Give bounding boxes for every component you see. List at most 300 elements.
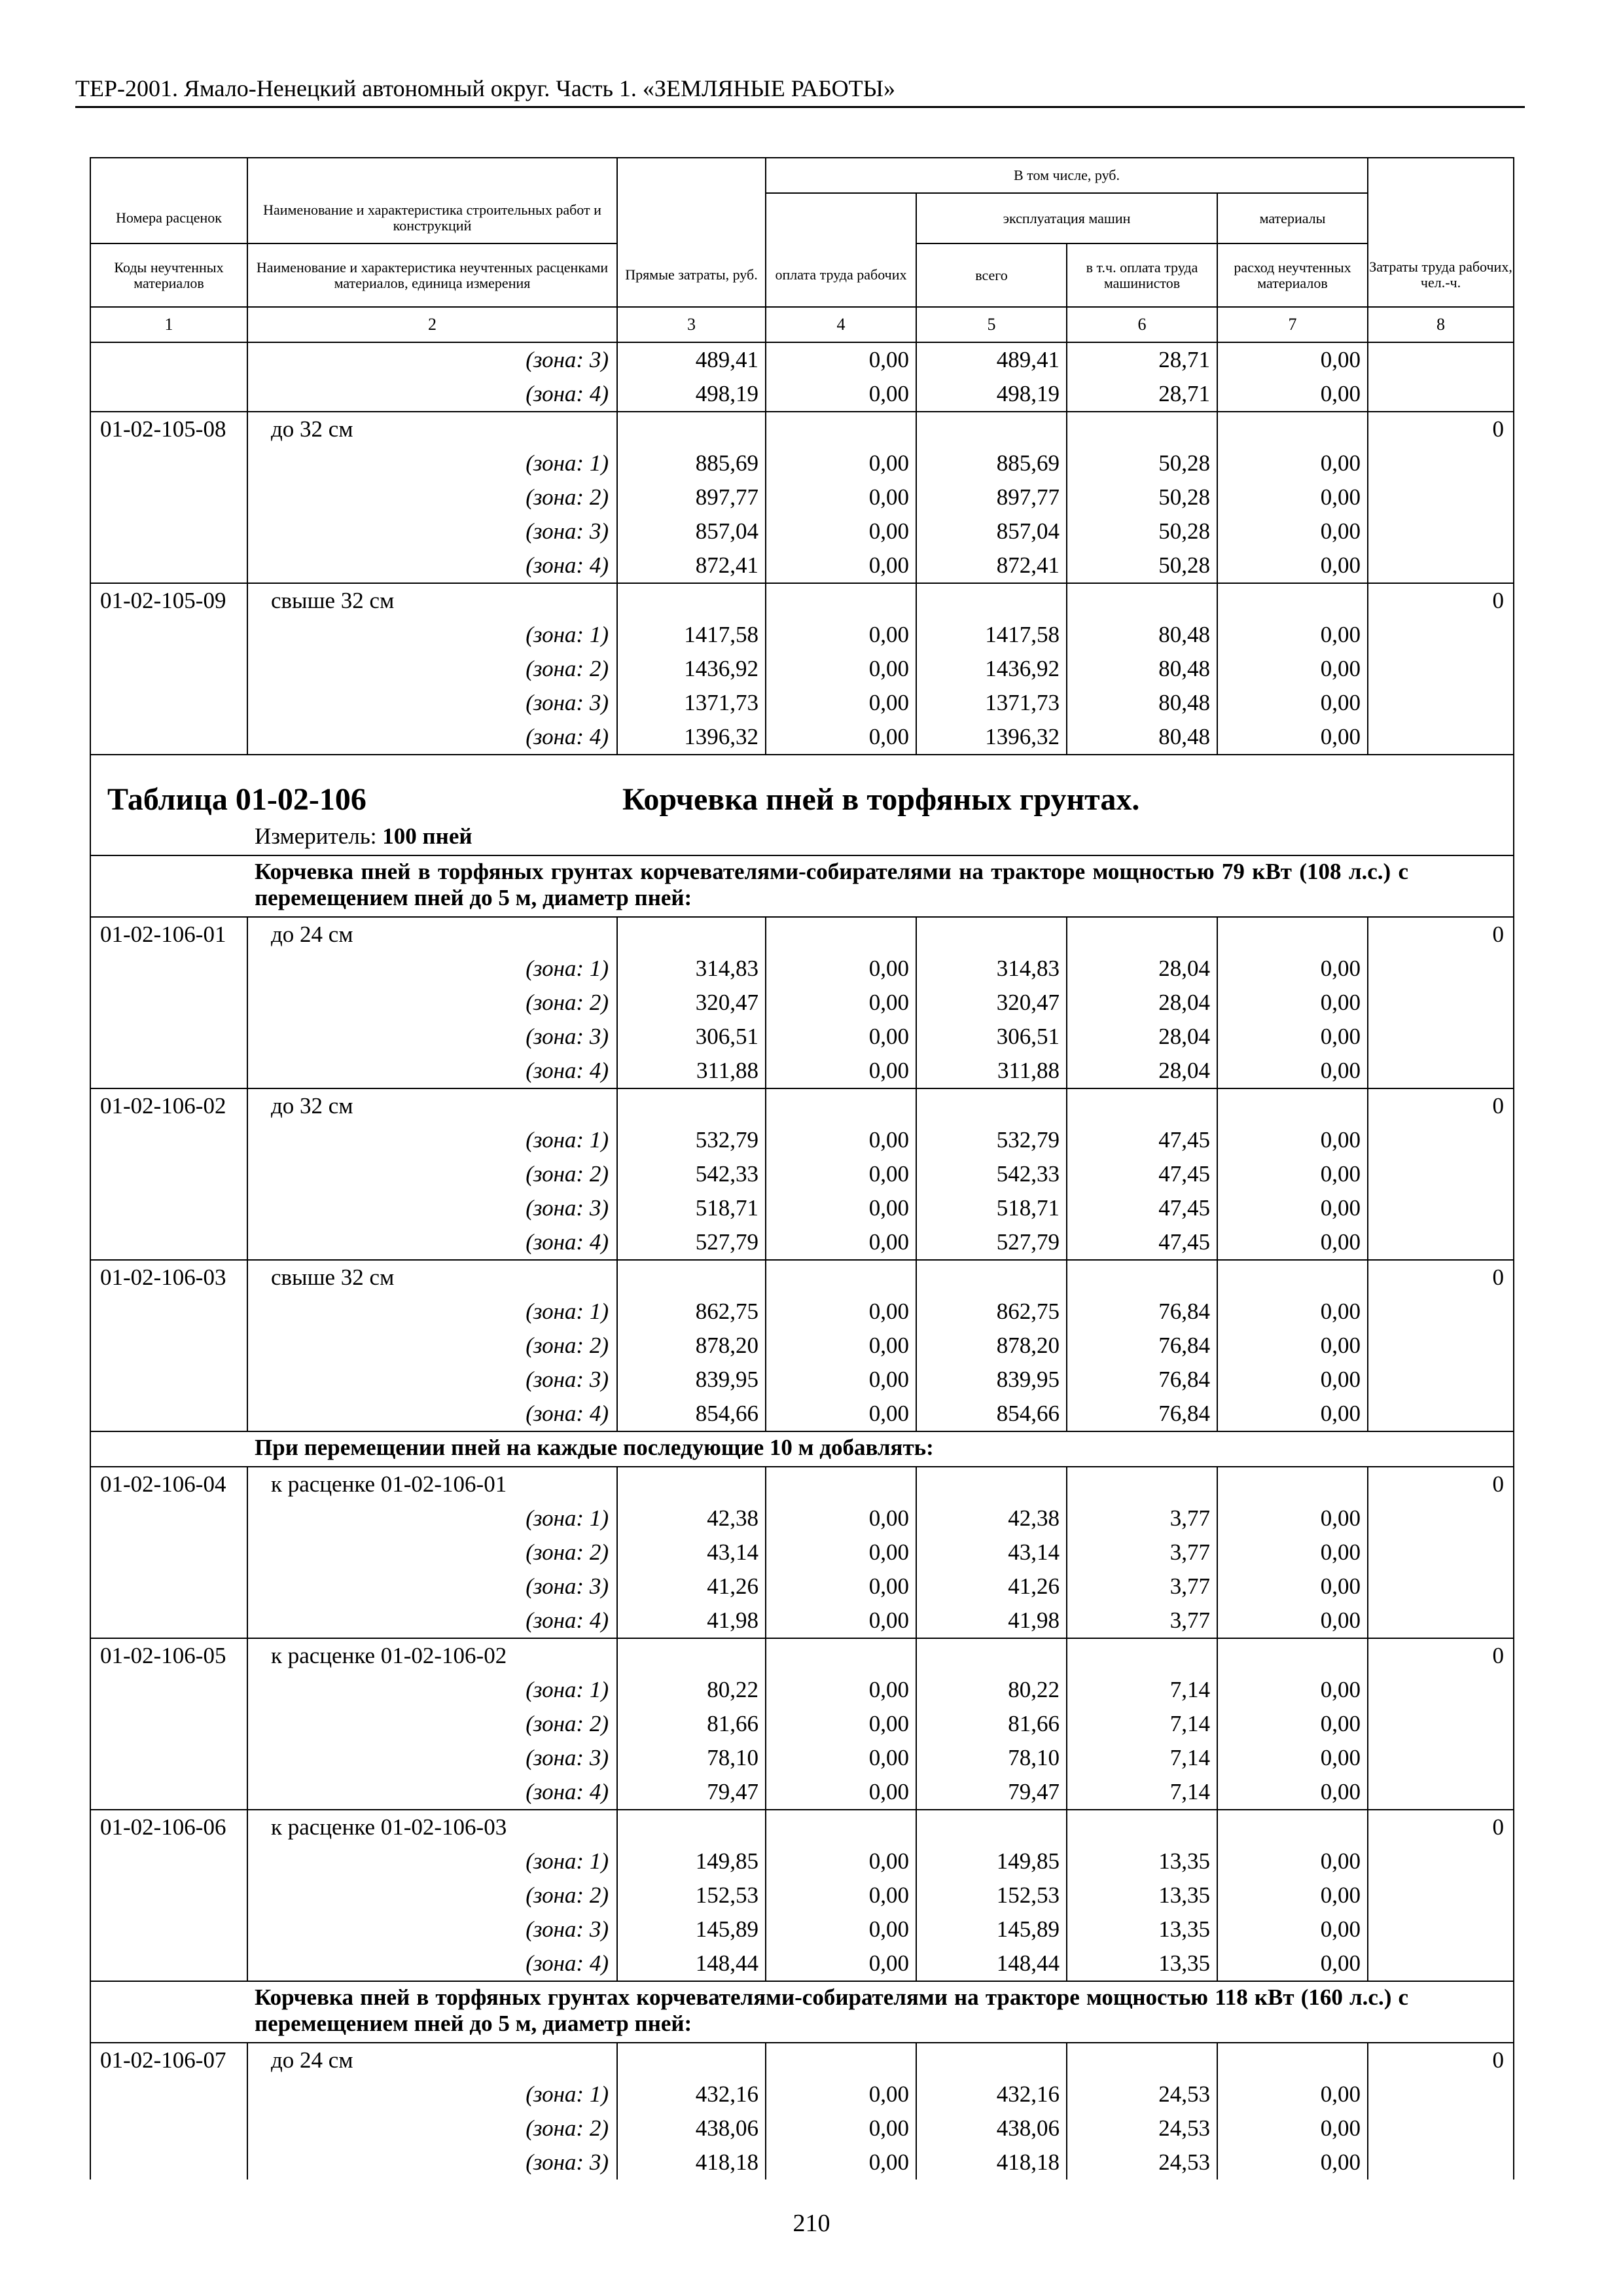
materials-cost: 0,00 [1217, 1295, 1368, 1329]
zone-label: (зона: 1) [247, 952, 617, 986]
empty-cell [90, 1535, 247, 1570]
materials-cost: 0,00 [1217, 2077, 1368, 2111]
empty-cell [90, 1673, 247, 1707]
empty-cell [1368, 1329, 1514, 1363]
column-number: 4 [766, 307, 916, 342]
empty-cell [1217, 1810, 1368, 1844]
materials-cost: 0,00 [1217, 342, 1368, 377]
direct-cost: 857,04 [617, 514, 766, 548]
machines-cost: 78,10 [916, 1741, 1067, 1775]
zone-label: (зона: 3) [247, 514, 617, 548]
direct-cost: 532,79 [617, 1123, 766, 1157]
zone-row [90, 2111, 1514, 2145]
empty-cell [617, 1260, 766, 1295]
zone-label: (зона: 2) [247, 2111, 617, 2145]
empty-cell [1368, 1946, 1514, 1981]
column-number: 6 [1067, 307, 1217, 342]
empty-cell [90, 480, 247, 514]
empty-cell [617, 1810, 766, 1844]
empty-cell [90, 1775, 247, 1810]
empty-cell [90, 1363, 247, 1397]
rate-row [90, 583, 1514, 618]
machines-cost: 878,20 [916, 1329, 1067, 1363]
machines-cost: 148,44 [916, 1946, 1067, 1981]
rate-code: 01-02-106-04 [90, 1467, 247, 1501]
empty-cell [90, 1191, 247, 1225]
direct-cost: 872,41 [617, 548, 766, 583]
empty-cell [1368, 1741, 1514, 1775]
materials-cost: 0,00 [1217, 1707, 1368, 1741]
zone-label: (зона: 1) [247, 2077, 617, 2111]
machines-wages-cost: 24,53 [1067, 2077, 1217, 2111]
direct-cost: 149,85 [617, 1844, 766, 1878]
wages-cost: 0,00 [766, 720, 916, 755]
direct-cost: 498,19 [617, 377, 766, 412]
materials-cost: 0,00 [1217, 377, 1368, 412]
materials-cost: 0,00 [1217, 986, 1368, 1020]
machines-wages-cost: 28,71 [1067, 342, 1217, 377]
empty-cell [90, 2111, 247, 2145]
header-blank-4b [766, 193, 916, 243]
table-title: Корчевка пней в торфяных грунтах. [622, 782, 1140, 817]
machines-cost: 314,83 [916, 952, 1067, 986]
rate-row [90, 1638, 1514, 1673]
machines-wages-cost: 28,04 [1067, 952, 1217, 986]
empty-cell [90, 720, 247, 755]
machines-cost: 43,14 [916, 1535, 1067, 1570]
materials-cost: 0,00 [1217, 514, 1368, 548]
empty-cell [1217, 1638, 1368, 1673]
empty-cell [1368, 342, 1514, 377]
machines-cost: 854,66 [916, 1397, 1067, 1431]
machines-wages-cost: 7,14 [1067, 1741, 1217, 1775]
direct-cost: 152,53 [617, 1878, 766, 1912]
machines-wages-cost: 76,84 [1067, 1397, 1217, 1431]
zone-label: (зона: 4) [247, 548, 617, 583]
header-including: В том числе, руб. [766, 158, 1368, 193]
machines-cost: 1396,32 [916, 720, 1067, 755]
wages-cost: 0,00 [766, 1501, 916, 1535]
table-title-row [90, 755, 1514, 855]
machines-wages-cost: 7,14 [1067, 1673, 1217, 1707]
empty-cell [90, 1054, 247, 1088]
wages-cost: 0,00 [766, 1535, 916, 1570]
empty-cell [1368, 514, 1514, 548]
wages-cost: 0,00 [766, 480, 916, 514]
empty-cell [1368, 1191, 1514, 1225]
direct-cost: 81,66 [617, 1707, 766, 1741]
rate-name: к расценке 01-02-106-01 [247, 1467, 617, 1501]
empty-cell [90, 1020, 247, 1054]
page-number: 210 [793, 2210, 830, 2237]
empty-cell [1368, 720, 1514, 755]
materials-cost: 0,00 [1217, 1157, 1368, 1191]
section-heading-cell [90, 1981, 1514, 2043]
header-blank-8 [1368, 158, 1514, 193]
empty-cell [1067, 1088, 1217, 1123]
wages-cost: 0,00 [766, 446, 916, 480]
zone-row [90, 1191, 1514, 1225]
direct-cost: 854,66 [617, 1397, 766, 1431]
column-number: 8 [1368, 307, 1514, 342]
header-materials: материалы [1217, 193, 1368, 243]
empty-cell [916, 412, 1067, 446]
machines-wages-cost: 28,04 [1067, 986, 1217, 1020]
direct-cost: 80,22 [617, 1673, 766, 1707]
zone-row [90, 548, 1514, 583]
section-heading-cell [90, 1431, 1514, 1467]
machines-wages-cost: 3,77 [1067, 1501, 1217, 1535]
rate-name: до 32 см [247, 1088, 617, 1123]
direct-cost: 42,38 [617, 1501, 766, 1535]
zone-label: (зона: 1) [247, 1123, 617, 1157]
header-material-codes: Коды неучтенных материалов [90, 243, 247, 307]
zone-label: (зона: 4) [247, 720, 617, 755]
wages-cost: 0,00 [766, 1741, 916, 1775]
wages-cost: 0,00 [766, 986, 916, 1020]
empty-cell [90, 1295, 247, 1329]
zone-row [90, 1363, 1514, 1397]
empty-cell [1217, 412, 1368, 446]
zone-row [90, 1604, 1514, 1638]
zone-row [90, 686, 1514, 720]
wages-cost: 0,00 [766, 1775, 916, 1810]
machines-cost: 438,06 [916, 2111, 1067, 2145]
rate-name: до 32 см [247, 412, 617, 446]
empty-cell [1368, 377, 1514, 412]
direct-cost: 145,89 [617, 1912, 766, 1946]
machines-cost: 532,79 [916, 1123, 1067, 1157]
machines-wages-cost: 50,28 [1067, 446, 1217, 480]
zone-row [90, 1946, 1514, 1981]
empty-cell [1217, 2043, 1368, 2077]
direct-cost: 1417,58 [617, 618, 766, 652]
machines-wages-cost: 28,71 [1067, 377, 1217, 412]
header-blank-2 [247, 158, 617, 193]
machines-cost: 320,47 [916, 986, 1067, 1020]
machines-cost: 527,79 [916, 1225, 1067, 1260]
empty-cell [1067, 917, 1217, 952]
direct-cost: 311,88 [617, 1054, 766, 1088]
empty-cell [617, 583, 766, 618]
rate-code: 01-02-106-07 [90, 2043, 247, 2077]
rate-code: 01-02-106-03 [90, 1260, 247, 1295]
labor-value: 0 [1368, 1260, 1514, 1295]
materials-cost: 0,00 [1217, 1535, 1368, 1570]
section-heading: При перемещении пней на каждые последующие 10 м добавлять: [255, 1435, 934, 1460]
materials-cost: 0,00 [1217, 686, 1368, 720]
empty-cell [1368, 1157, 1514, 1191]
machines-cost: 862,75 [916, 1295, 1067, 1329]
empty-cell [90, 1570, 247, 1604]
empty-cell [90, 1501, 247, 1535]
labor-value: 0 [1368, 1810, 1514, 1844]
empty-cell [90, 618, 247, 652]
rate-name: к расценке 01-02-106-03 [247, 1810, 617, 1844]
direct-cost: 320,47 [617, 986, 766, 1020]
zone-label: (зона: 2) [247, 1329, 617, 1363]
machines-cost: 897,77 [916, 480, 1067, 514]
empty-cell [90, 686, 247, 720]
rate-row [90, 2043, 1514, 2077]
running-header: ТЕР-2001. Ямало-Ненецкий автономный округ. Часть 1. «ЗЕМЛЯНЫЕ РАБОТЫ» [75, 73, 1525, 108]
direct-cost: 862,75 [617, 1295, 766, 1329]
empty-cell [1067, 583, 1217, 618]
direct-cost: 885,69 [617, 446, 766, 480]
empty-cell [766, 1467, 916, 1501]
empty-cell [90, 1741, 247, 1775]
empty-cell [90, 446, 247, 480]
materials-cost: 0,00 [1217, 1501, 1368, 1535]
header-blank-3 [617, 158, 766, 193]
empty-cell [916, 917, 1067, 952]
machines-wages-cost: 24,53 [1067, 2145, 1217, 2179]
direct-cost: 489,41 [617, 342, 766, 377]
empty-cell [1067, 1638, 1217, 1673]
empty-cell [1368, 548, 1514, 583]
empty-cell [90, 2077, 247, 2111]
rate-row [90, 412, 1514, 446]
machines-wages-cost: 7,14 [1067, 1707, 1217, 1741]
materials-cost: 0,00 [1217, 1054, 1368, 1088]
machines-cost: 1417,58 [916, 618, 1067, 652]
zone-row [90, 1054, 1514, 1088]
wages-cost: 0,00 [766, 652, 916, 686]
section-heading: Корчевка пней в торфяных грунтах корчевателями-собирателями на тракторе мощностью 79 кВт (108 л.с.) с перемещением пней до 5 м, диаметр пней: [255, 859, 1409, 910]
empty-cell [90, 1707, 247, 1741]
machines-wages-cost: 47,45 [1067, 1157, 1217, 1191]
direct-cost: 78,10 [617, 1741, 766, 1775]
column-number: 3 [617, 307, 766, 342]
wages-cost: 0,00 [766, 548, 916, 583]
empty-cell [1368, 1535, 1514, 1570]
zone-label: (зона: 3) [247, 1912, 617, 1946]
labor-value: 0 [1368, 2043, 1514, 2077]
materials-cost: 0,00 [1217, 1329, 1368, 1363]
zone-row [90, 1157, 1514, 1191]
zone-label: (зона: 2) [247, 652, 617, 686]
rate-name: свыше 32 см [247, 1260, 617, 1295]
zone-label: (зона: 3) [247, 1191, 617, 1225]
empty-cell [916, 1467, 1067, 1501]
zone-label: (зона: 1) [247, 446, 617, 480]
header-blank-1 [90, 158, 247, 193]
materials-cost: 0,00 [1217, 1844, 1368, 1878]
zone-row [90, 1775, 1514, 1810]
machines-cost: 432,16 [916, 2077, 1067, 2111]
rate-code: 01-02-106-06 [90, 1810, 247, 1844]
zone-row [90, 1501, 1514, 1535]
empty-cell [1368, 2077, 1514, 2111]
materials-cost: 0,00 [1217, 952, 1368, 986]
zone-row [90, 514, 1514, 548]
zone-row [90, 2145, 1514, 2179]
wages-cost: 0,00 [766, 1397, 916, 1431]
zone-label: (зона: 2) [247, 1157, 617, 1191]
rate-row [90, 1467, 1514, 1501]
section-heading-row [90, 855, 1514, 917]
empty-cell [916, 583, 1067, 618]
wages-cost: 0,00 [766, 1054, 916, 1088]
zone-label: (зона: 2) [247, 1878, 617, 1912]
column-number: 5 [916, 307, 1067, 342]
empty-cell [1067, 1467, 1217, 1501]
materials-cost: 0,00 [1217, 1604, 1368, 1638]
section-heading-row [90, 1431, 1514, 1467]
direct-cost: 542,33 [617, 1157, 766, 1191]
empty-cell [90, 1844, 247, 1878]
direct-cost: 527,79 [617, 1225, 766, 1260]
labor-value: 0 [1368, 1467, 1514, 1501]
materials-cost: 0,00 [1217, 2145, 1368, 2179]
empty-cell [90, 1397, 247, 1431]
table-title-cell [90, 755, 1514, 855]
empty-cell [766, 412, 916, 446]
direct-cost: 438,06 [617, 2111, 766, 2145]
machines-wages-cost: 80,48 [1067, 720, 1217, 755]
rate-name: до 24 см [247, 2043, 617, 2077]
rate-code: 01-02-105-08 [90, 412, 247, 446]
empty-cell [1217, 917, 1368, 952]
empty-cell [90, 652, 247, 686]
zone-label: (зона: 3) [247, 1020, 617, 1054]
wages-cost: 0,00 [766, 952, 916, 986]
machines-wages-cost: 47,45 [1067, 1123, 1217, 1157]
direct-cost: 1436,92 [617, 652, 766, 686]
wages-cost: 0,00 [766, 2077, 916, 2111]
empty-cell [1368, 1020, 1514, 1054]
empty-cell [766, 2043, 916, 2077]
zone-label: (зона: 4) [247, 377, 617, 412]
zone-row [90, 618, 1514, 652]
empty-cell [916, 1810, 1067, 1844]
empty-cell [1368, 1295, 1514, 1329]
machines-cost: 498,19 [916, 377, 1067, 412]
rates-table [90, 157, 1514, 2179]
empty-cell [1368, 1123, 1514, 1157]
empty-cell [90, 1878, 247, 1912]
zone-row [90, 342, 1514, 377]
direct-cost: 43,14 [617, 1535, 766, 1570]
empty-cell [1217, 1467, 1368, 1501]
wages-cost: 0,00 [766, 342, 916, 377]
machines-cost: 489,41 [916, 342, 1067, 377]
empty-cell [90, 2145, 247, 2179]
column-number: 1 [90, 307, 247, 342]
zone-label: (зона: 3) [247, 1741, 617, 1775]
wages-cost: 0,00 [766, 2145, 916, 2179]
zone-row [90, 1844, 1514, 1878]
materials-cost: 0,00 [1217, 1775, 1368, 1810]
materials-cost: 0,00 [1217, 446, 1368, 480]
machines-cost: 145,89 [916, 1912, 1067, 1946]
labor-value: 0 [1368, 917, 1514, 952]
wages-cost: 0,00 [766, 686, 916, 720]
wages-cost: 0,00 [766, 1673, 916, 1707]
empty-cell [1368, 618, 1514, 652]
wages-cost: 0,00 [766, 618, 916, 652]
zone-label: (зона: 4) [247, 1946, 617, 1981]
zone-label: (зона: 1) [247, 1673, 617, 1707]
machines-cost: 42,38 [916, 1501, 1067, 1535]
empty-cell [916, 1260, 1067, 1295]
empty-cell [766, 1088, 916, 1123]
empty-cell [1368, 446, 1514, 480]
materials-cost: 0,00 [1217, 1191, 1368, 1225]
machines-wages-cost: 13,35 [1067, 1946, 1217, 1981]
empty-cell [1368, 1397, 1514, 1431]
materials-cost: 0,00 [1217, 480, 1368, 514]
materials-cost: 0,00 [1217, 1123, 1368, 1157]
direct-cost: 1371,73 [617, 686, 766, 720]
zone-label: (зона: 4) [247, 1775, 617, 1810]
empty-cell [90, 1225, 247, 1260]
empty-cell [1368, 1878, 1514, 1912]
zone-label: (зона: 4) [247, 1225, 617, 1260]
column-number: 2 [247, 307, 617, 342]
zone-row [90, 480, 1514, 514]
zone-label: (зона: 1) [247, 1295, 617, 1329]
direct-cost: 41,98 [617, 1604, 766, 1638]
empty-cell [1368, 1054, 1514, 1088]
empty-cell [1368, 1604, 1514, 1638]
empty-cell [90, 342, 247, 377]
machines-cost: 149,85 [916, 1844, 1067, 1878]
zone-label: (зона: 4) [247, 1054, 617, 1088]
wages-cost: 0,00 [766, 1123, 916, 1157]
empty-cell [1368, 1225, 1514, 1260]
section-heading-cell [90, 855, 1514, 917]
direct-cost: 148,44 [617, 1946, 766, 1981]
wages-cost: 0,00 [766, 1844, 916, 1878]
materials-cost: 0,00 [1217, 1912, 1368, 1946]
zone-row [90, 1741, 1514, 1775]
wages-cost: 0,00 [766, 514, 916, 548]
wages-cost: 0,00 [766, 1020, 916, 1054]
zone-row [90, 1397, 1514, 1431]
direct-cost: 418,18 [617, 2145, 766, 2179]
machines-cost: 1436,92 [916, 652, 1067, 686]
table-id: Таблица 01-02-106 [107, 782, 366, 817]
wages-cost: 0,00 [766, 1329, 916, 1363]
zone-label: (зона: 1) [247, 1501, 617, 1535]
labor-value: 0 [1368, 1638, 1514, 1673]
rate-row [90, 1088, 1514, 1123]
zone-label: (зона: 3) [247, 1570, 617, 1604]
zone-label: (зона: 1) [247, 618, 617, 652]
empty-cell [90, 952, 247, 986]
zone-row [90, 446, 1514, 480]
machines-cost: 1371,73 [916, 686, 1067, 720]
zone-label: (зона: 1) [247, 1844, 617, 1878]
empty-cell [1217, 1088, 1368, 1123]
header-materials-consumption: расход неучтенных материалов [1217, 243, 1368, 307]
zone-row [90, 1912, 1514, 1946]
machines-cost: 872,41 [916, 548, 1067, 583]
machines-cost: 79,47 [916, 1775, 1067, 1810]
zone-label: (зона: 3) [247, 2145, 617, 2179]
header-blank-3b [617, 193, 766, 243]
header-work-name: Наименование и характеристика строительных работ и конструкций [247, 193, 617, 243]
zone-row [90, 1707, 1514, 1741]
header-direct-costs: Прямые затраты, руб. [617, 243, 766, 307]
empty-cell [90, 986, 247, 1020]
empty-cell [90, 1912, 247, 1946]
machines-cost: 152,53 [916, 1878, 1067, 1912]
empty-cell [1067, 412, 1217, 446]
rate-row [90, 1260, 1514, 1295]
machines-wages-cost: 7,14 [1067, 1775, 1217, 1810]
